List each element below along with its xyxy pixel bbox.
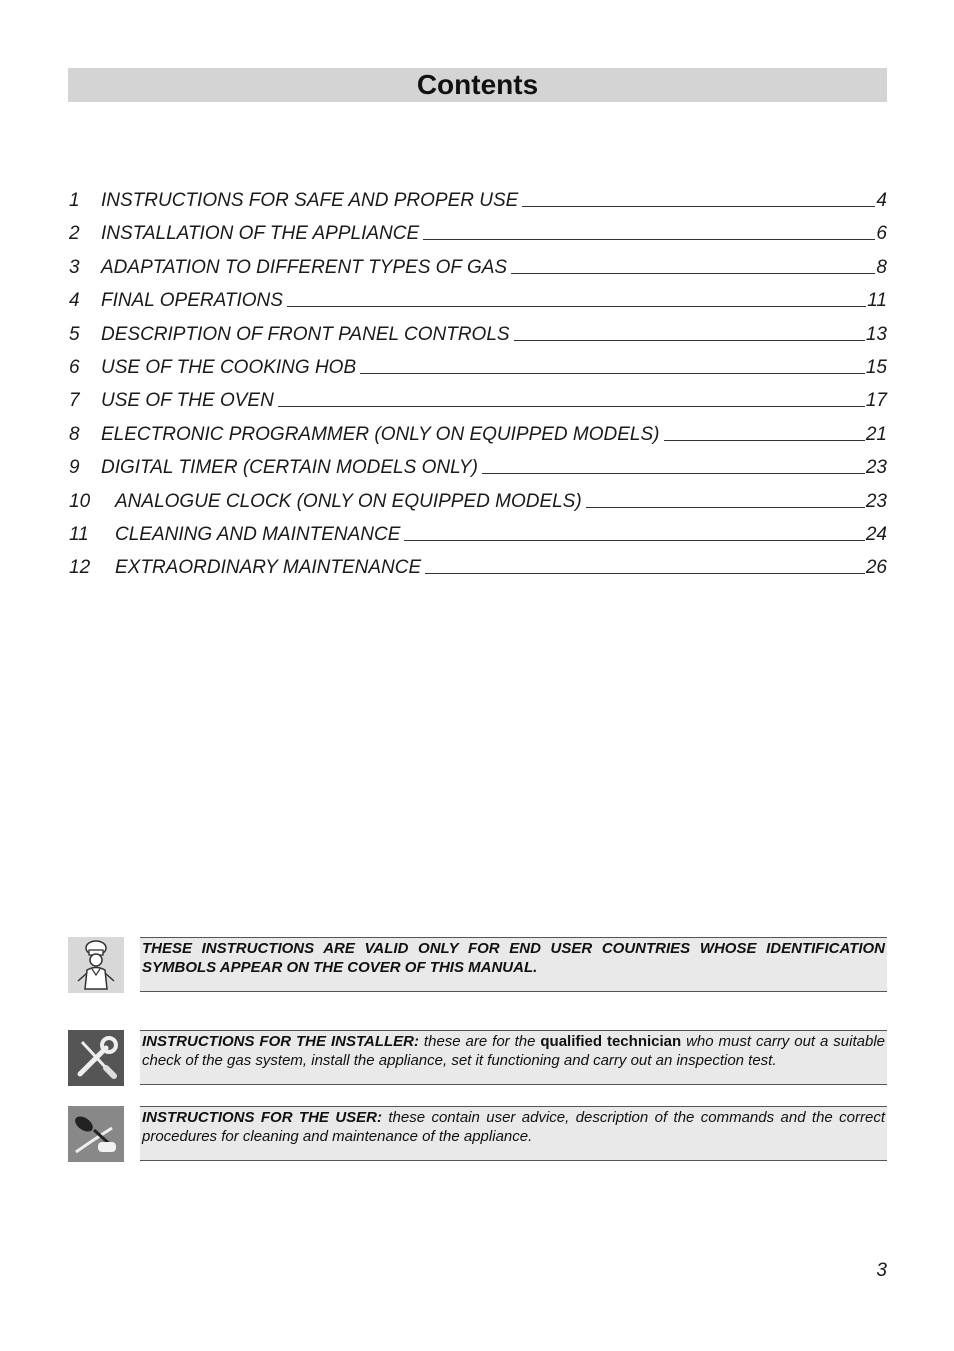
toc-leader-line xyxy=(511,273,875,274)
toc-entry-number: 11 xyxy=(69,523,89,545)
toc-entry-number: 12 xyxy=(69,557,91,579)
toc-entry-number: 3 xyxy=(69,256,80,278)
toc-entry-number: 8 xyxy=(69,423,80,445)
toc-entry-number: 10 xyxy=(69,490,91,512)
toc-entry-label: DESCRIPTION OF FRONT PANEL CONTROLS xyxy=(101,323,510,345)
page-title: Contents xyxy=(416,69,539,100)
countries-notice-text: THESE INSTRUCTIONS ARE VALID ONLY FOR END USER COUNTRIES WHOSE IDENTIFICATION SYMBOLS APPEAR ON THE COVER OF THIS MANUAL. xyxy=(140,937,887,992)
toc-leader-line xyxy=(404,540,864,541)
user-notice-text xyxy=(140,1106,887,1161)
page-number: 3 xyxy=(876,1260,887,1281)
toc-entry-page: 23 xyxy=(865,490,887,512)
toc-leader-line xyxy=(586,507,865,508)
toc-entry-number: 4 xyxy=(69,290,80,312)
toc-entry[interactable] xyxy=(69,390,887,423)
toc-leader-line xyxy=(360,373,865,374)
toc-entry-label: INSTALLATION OF THE APPLIANCE xyxy=(101,223,420,245)
toc-entry-label: ANALOGUE CLOCK (ONLY ON EQUIPPED MODELS) xyxy=(115,490,582,512)
installer-notice-lead: INSTRUCTIONS FOR THE INSTALLER: xyxy=(142,1033,419,1050)
spoon-icon xyxy=(68,1106,124,1162)
installer-notice-text-part: who must carry out a suitable check of the gas system, install the appliance, set it functioning and carry out an inspection test. xyxy=(142,1033,885,1069)
toc-entry-number: 6 xyxy=(69,356,80,378)
toc-entry-page: 8 xyxy=(876,256,887,278)
toc-leader-line xyxy=(664,440,865,441)
toc-entry-label: ADAPTATION TO DIFFERENT TYPES OF GAS xyxy=(101,256,508,278)
toc-entry[interactable] xyxy=(69,324,887,357)
toc-entry-page: 6 xyxy=(876,223,887,245)
toc-leader-line xyxy=(423,239,875,240)
toc-entry-number: 9 xyxy=(69,457,80,479)
toc-entry-label: CLEANING AND MAINTENANCE xyxy=(115,523,401,545)
toc-entry[interactable] xyxy=(69,424,887,457)
toc-entry-label: USE OF THE OVEN xyxy=(101,390,274,412)
toc-entry-page: 17 xyxy=(865,390,887,412)
toc-entry-label: ELECTRONIC PROGRAMMER (ONLY ON EQUIPPED MODELS) xyxy=(101,423,660,445)
user-notice-lead: INSTRUCTIONS FOR THE USER: xyxy=(142,1109,382,1126)
user-notice-text-part: these contain user advice, description of the commands and the correct procedures for cleaning and maintenance of the appliance. xyxy=(142,1109,885,1145)
toc-entry-label: EXTRAORDINARY MAINTENANCE xyxy=(115,557,422,579)
toc-entry[interactable] xyxy=(69,223,887,256)
toc-entry-label: FINAL OPERATIONS xyxy=(101,290,283,312)
toc-entry-page: 4 xyxy=(876,190,887,211)
toc-entry[interactable] xyxy=(69,190,887,223)
toc-leader-line xyxy=(522,206,875,207)
toc-leader-line xyxy=(425,573,865,574)
toc-entry-label: USE OF THE COOKING HOB xyxy=(101,356,357,378)
toc-entry-page: 24 xyxy=(865,523,887,545)
installer-notice-text xyxy=(140,1030,887,1085)
toc-entry[interactable] xyxy=(69,290,887,323)
toc-entry-page: 13 xyxy=(865,323,887,345)
toc-entry-label: INSTRUCTIONS FOR SAFE AND PROPER USE xyxy=(101,190,519,211)
toc-leader-line xyxy=(287,306,866,307)
chef-icon xyxy=(68,937,124,993)
toc-entry[interactable] xyxy=(69,557,887,590)
toc-entry-page: 15 xyxy=(865,356,887,378)
toc-entry-page: 26 xyxy=(865,557,887,579)
toc-entry[interactable] xyxy=(69,357,887,390)
toc-entry[interactable] xyxy=(69,257,887,290)
toc-entry[interactable] xyxy=(69,524,887,557)
qualified-technician-emphasis: qualified technician xyxy=(540,1033,682,1050)
toc-leader-line xyxy=(482,473,865,474)
toc-entry-number: 2 xyxy=(69,223,80,245)
toc-entry-number: 1 xyxy=(69,190,80,211)
title-bar xyxy=(68,68,887,102)
toc-entry-page: 11 xyxy=(867,290,887,312)
table-of-contents xyxy=(69,190,887,591)
toc-entry-label: DIGITAL TIMER (CERTAIN MODELS ONLY) xyxy=(101,457,478,479)
toc-entry-number: 7 xyxy=(69,390,80,412)
toc-entry-number: 5 xyxy=(69,323,80,345)
toc-entry-page: 21 xyxy=(865,423,887,445)
installer-notice-text-part: these are for the xyxy=(419,1033,541,1050)
wrench-screwdriver-icon xyxy=(68,1030,124,1086)
toc-entry-page: 23 xyxy=(865,457,887,479)
toc-entry[interactable] xyxy=(69,457,887,490)
toc-leader-line xyxy=(514,340,865,341)
toc-entry[interactable] xyxy=(69,491,887,524)
toc-leader-line xyxy=(278,406,865,407)
